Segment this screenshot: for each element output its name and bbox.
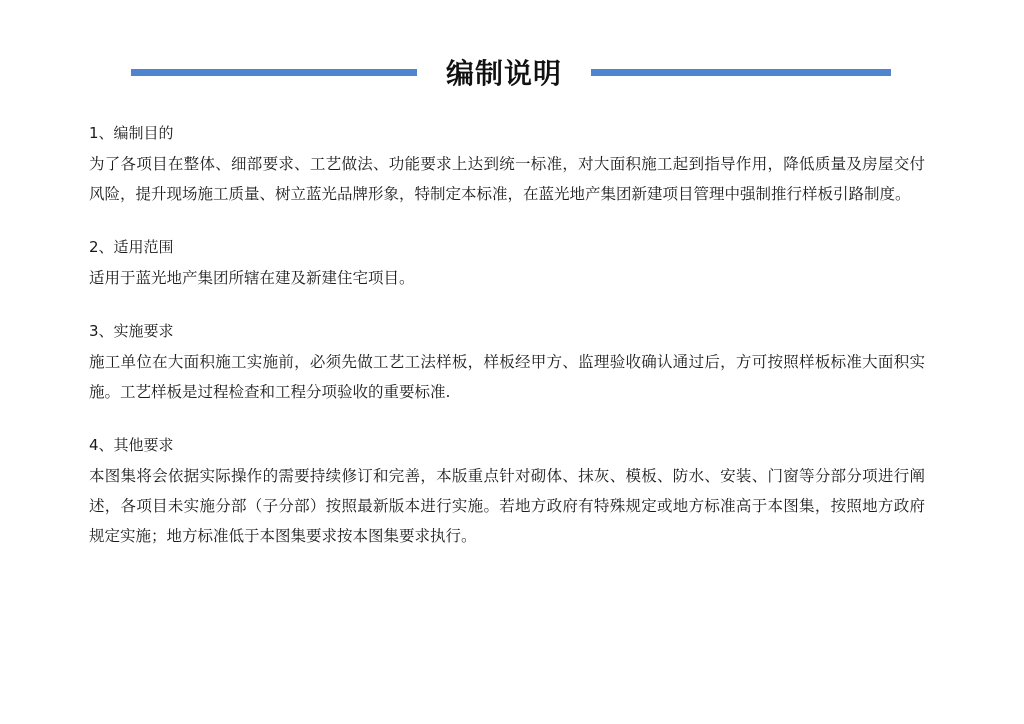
- section-paragraph: 为了各项目在整体、细部要求、工艺做法、功能要求上达到统一标准，对大面积施工起到指导作用，降低质量及房屋交付风险，提升现场施工质量、树立蓝光品牌形象，特制定本标准，在蓝光地产集团新建项目管理中强制推行样板引路制度。: [89, 155, 925, 203]
- section-heading: 2、适用范围: [89, 238, 174, 256]
- section-heading: 3、实施要求: [89, 322, 174, 340]
- section-paragraph: 施工单位在大面积施工实施前，必须先做工艺工法样板，样板经甲方、监理验收确认通过后，方可按照样板标准大面积实施。工艺样板是过程检查和工程分项验收的重要标准.: [89, 353, 925, 401]
- section-other: [89, 436, 925, 551]
- section-paragraph: 适用于蓝光地产集团所辖在建及新建住宅项目。: [89, 269, 415, 287]
- title-rule-right: [591, 69, 891, 76]
- section-heading: 1、编制目的: [89, 124, 174, 142]
- document-body: [89, 124, 925, 580]
- section-scope: [89, 238, 925, 293]
- section-implementation: [89, 322, 925, 407]
- page-header: [0, 52, 1024, 102]
- section-purpose: [89, 124, 925, 209]
- title-rule-left: [131, 69, 417, 76]
- section-paragraph: 本图集将会依据实际操作的需要持续修订和完善，本版重点针对砌体、抹灰、模板、防水、安装、门窗等分部分项进行阐述，各项目未实施分部（子分部）按照最新版本进行实施。若地方政府有特殊规定或地方标准高于本图集，按照地方政府规定实施；地方标准低于本图集要求按本图集要求执行。: [89, 467, 925, 545]
- section-heading: 4、其他要求: [89, 436, 174, 454]
- page-title: 编制说明: [445, 57, 562, 90]
